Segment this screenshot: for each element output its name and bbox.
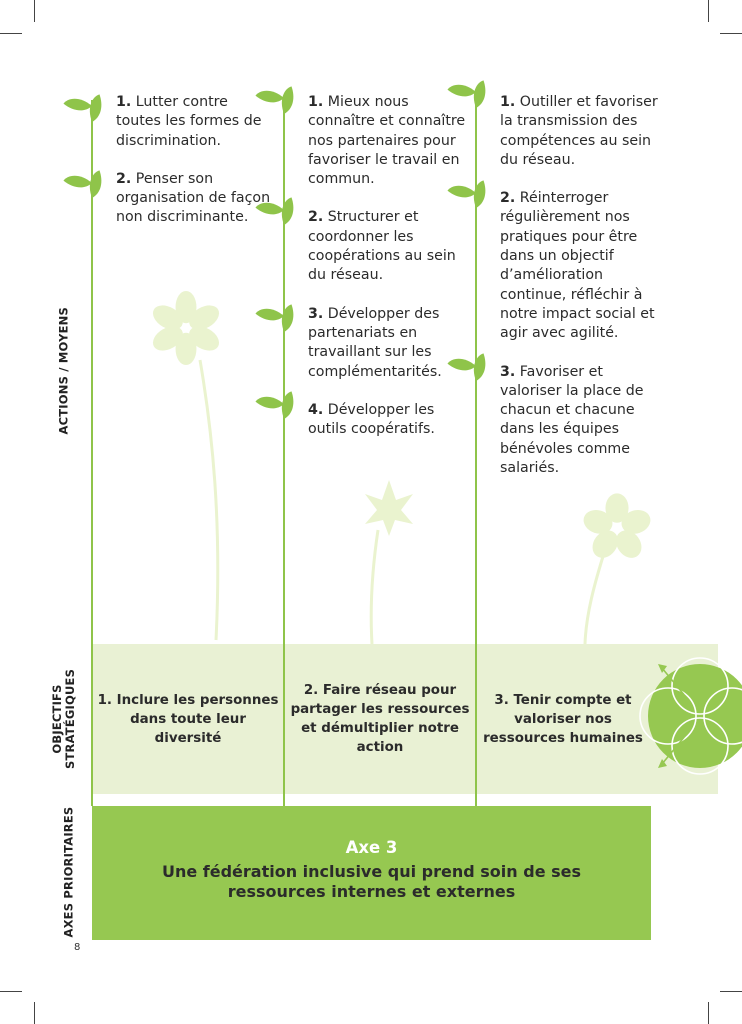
- axe-title: Axe 3: [345, 838, 398, 857]
- actions-column-3: [500, 93, 662, 497]
- action-item: [308, 93, 470, 189]
- action-text: Développer des partenariats en travaillant sur les complémentarités.: [308, 305, 442, 380]
- action-number: 4.: [308, 401, 324, 418]
- axe-text: Une fédération inclusive qui prend soin de ses ressources internes et externes: [161, 862, 582, 901]
- action-number: 2.: [308, 209, 324, 226]
- objective-2: 2. Faire réseau pour partager les ressources et démultiplier notre action: [290, 683, 470, 755]
- action-number: 1.: [500, 94, 516, 110]
- side-label-objectifs: [51, 669, 77, 769]
- action-text: Penser son organisation de façon non discriminante.: [116, 170, 271, 226]
- action-number: 2.: [116, 170, 132, 187]
- action-item: [116, 93, 276, 151]
- action-item: [308, 208, 470, 285]
- action-text: Mieux nous connaître et connaître nos partenaires pour favoriser le travail en commun.: [308, 94, 466, 188]
- action-text: Lutter contre toutes les formes de discrimination.: [116, 94, 262, 149]
- action-item: [500, 189, 662, 343]
- action-item: [500, 363, 662, 479]
- actions-column-1: [116, 93, 276, 247]
- action-text: Structurer et coordonner les coopérations au sein du réseau.: [308, 209, 456, 284]
- action-number: 1.: [116, 94, 132, 110]
- axe-box: [92, 806, 651, 940]
- action-text: Outiller et favoriser la transmission des compétences au sein du réseau.: [500, 94, 658, 168]
- objective-1: 1. Inclure les personnes dans toute leur diversité: [97, 692, 279, 746]
- action-item: [308, 401, 470, 440]
- action-item: [308, 305, 470, 382]
- action-number: 1.: [308, 94, 324, 110]
- action-text: Favoriser et valoriser la place de chacun et chacune dans les équipes bénévoles comme salariés.: [500, 363, 644, 477]
- page-number: 8: [74, 942, 81, 953]
- action-item: [500, 93, 662, 170]
- action-text: Réinterroger régulièrement nos pratiques pour être dans un objectif d’amélioration continue, réfléchir à notre impact social et agir avec agilité.: [500, 190, 655, 342]
- side-label-objectifs-line1: OBJECTIFS: [50, 684, 64, 754]
- action-text: Développer les outils coopératifs.: [308, 401, 435, 438]
- action-number: 2.: [500, 190, 516, 207]
- side-label-actions: ACTIONS / MOYENS: [56, 307, 71, 435]
- action-number: 3.: [308, 305, 324, 322]
- action-item: [116, 170, 276, 228]
- action-number: 3.: [500, 363, 516, 380]
- objective-3: 3. Tenir compte et valoriser nos ressources humaines: [483, 692, 643, 746]
- actions-column-2: [308, 93, 470, 458]
- side-label-objectifs-line2: STRATÉGIQUES: [63, 668, 77, 769]
- side-label-axes: AXES PRIORITAIRES: [61, 806, 76, 938]
